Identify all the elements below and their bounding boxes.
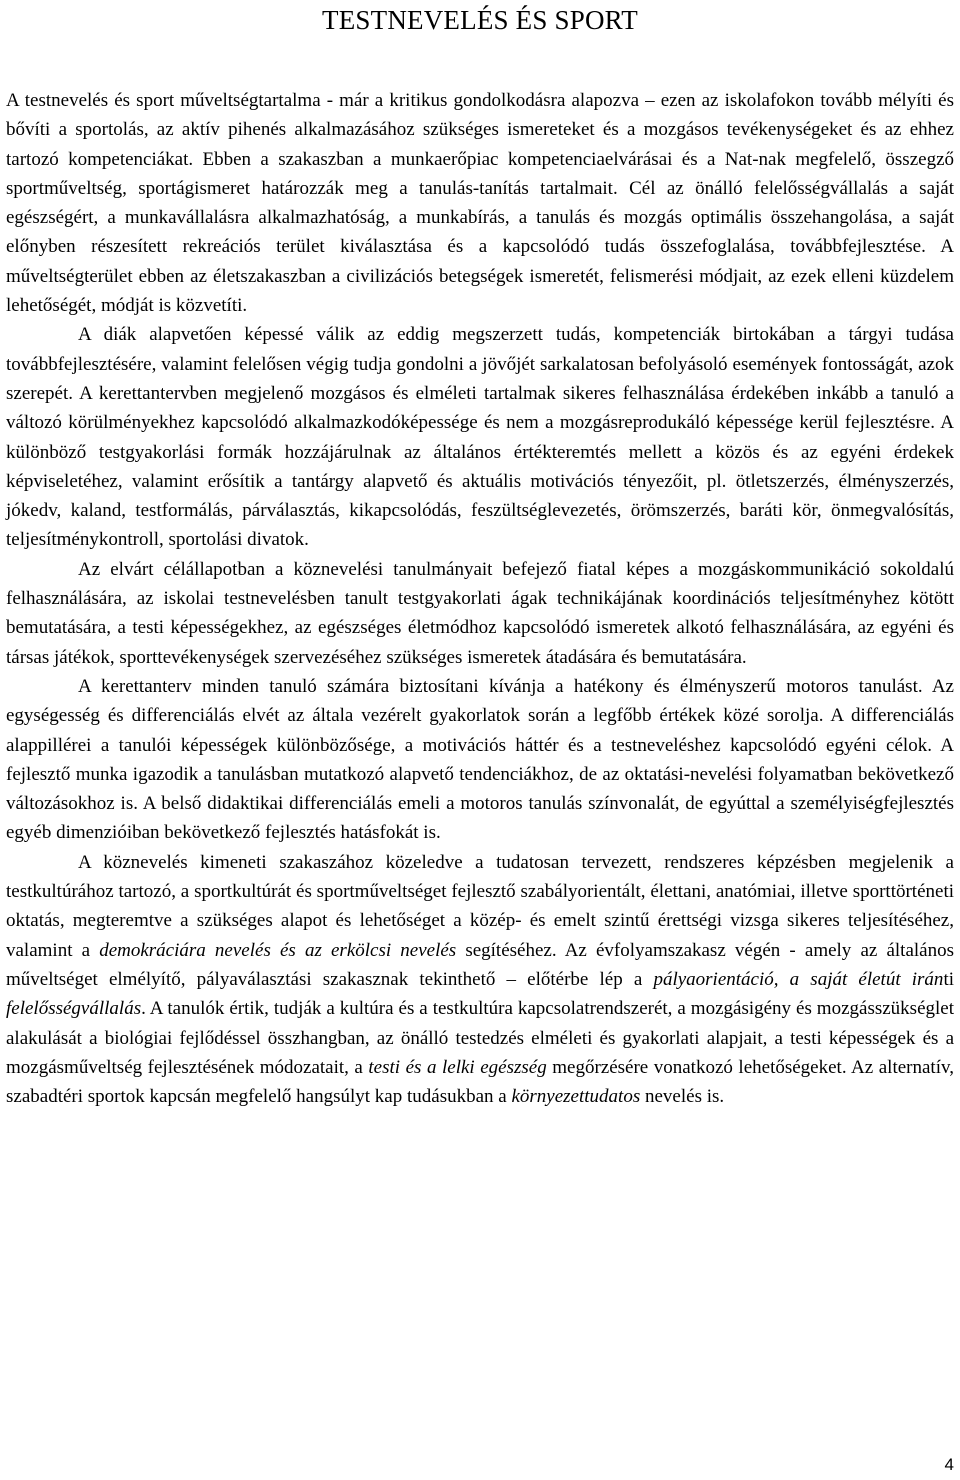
page-number: 4 xyxy=(944,1455,954,1474)
italic-text-run: pályaorientáció, a saját életút irán xyxy=(653,968,944,990)
text-run: A testnevelés és sport műveltségtartalma - már a kritikus gondolkodásra alapozva – ezen az iskolafokon tovább mélyíti és bővíti a sportolás, az aktív pihenés alkalmazásához szükséges ismereteket és a mozgásos tevékenységeket és az ehhez tartozó kompetenciákat. Ebben a szakaszban a munkaerőpiac kompetenciaelvárásai és a Nat-nak megfelelő, összegző sportműveltség, sportágismeret határozzák meg a tanulás-tanítás tartalmait. Cél az önálló felelősségvállalás a saját egészségért, a munkavállalásra alkalmazhatóság, a munkabírás, a tanulás és mozgás optimális összehangolása, a saját előnyben részesített rekreációs terület kiválasztása és a kapcsolódó tudás összefoglalása, továbbfejlesztése. A műveltségterület ebben az életszakaszban a civilizációs betegségek ismeretét, felismerési módjait, az ezek elleni küzdelem lehetőségét, módját is közvetíti. xyxy=(6,90,954,317)
text-run: A köznevelés kimeneti szakaszához közeledve a tudatosan tervezett, rendszeres képzésben megjelenik a testkultúrához tartozó, a sportkultúrát és sportműveltséget fejlesztő szabályorientált, élettani, anatómiai, illetve sporttörténeti oktatás, megteremtve a szükséges alapot és lehetőséget a közép- és emelt szintű érettségi vizsga sikeres teljesítéséhez, valamint a xyxy=(6,851,954,961)
text-run: ti xyxy=(943,968,954,990)
text-run: nevelés is. xyxy=(640,1086,725,1108)
body-paragraph xyxy=(6,555,954,672)
body-paragraph xyxy=(6,320,954,554)
body-paragraph xyxy=(6,86,954,320)
text-run: segítéséhez. Az évfolyamszakasz végén - amely az általános műveltséget elmélyítő, pályaválasztási szakasznak tekinthető – előtérbe lép a xyxy=(6,939,954,990)
italic-text-run: felelősségvállalás xyxy=(6,998,142,1020)
italic-text-run: testi és a lelki egészség xyxy=(368,1056,547,1078)
text-run: A diák alapvetően képessé válik az eddig megszerzett tudás, kompetenciák birtokában a tárgyi tudása továbbfejlesztésére, valamint felelősen végig tudja gondolni a jövőjét sarkalatosan befolyásoló események fontosságát, azok szerepét. A kerettantervben megjelenő mozgásos és elméleti tartalmak sikeres felhasználása érdekében inkább a tanuló a változó körülményekhez kapcsolódó alkalmazkodóképessége és nem a mozgásreprodukáló képessége kerül fejlesztésre. A különböző testgyakorlási formák hozzájárulnak az általános értékteremtés mellett a közös és az egyéni érdekek képviseletéhez, valamint erősítik a tantárgy alapvető és aktuális motivációs tényezőit, pl. ötletszerzés, élményszerzés, jókedv, kaland, testformálás, párválasztás, kikapcsolódás, feszültséglevezetés, örömszerzés, baráti kör, önmegvalósítás, teljesítménykontroll, sportolási divatok. xyxy=(6,324,954,551)
text-run: A kerettanterv minden tanuló számára biztosítani kívánja a hatékony és élményszerű motoros tanulást. Az egységesség és differenciálás elvét az általa vezérelt gyakorlatok során a legfőbb értékek közé sorolja. A differenciálás alappillérei a tanulói képességek különbözősége, a motivációs háttér és a testneveléshez kapcsolódó egyéni célok. A fejlesztő munka igazodik a tanulásban mutatkozó alapvető tendenciákhoz, de az oktatási-nevelési folyamatban bekövetkező változásokhoz is. A belső didaktikai differenciálás emeli a motoros tanulás színvonalát, de egyúttal a személyiségfejlesztés egyéb dimenzióiban bekövetkező fejlesztés hatásfokát is. xyxy=(6,675,954,844)
text-run: megőrzésére vonatkozó lehetőségeket. Az alternatív, szabadtéri sportok kapcsán megfelelő hangsúlyt kap tudásukban a xyxy=(6,1056,954,1108)
text-run: . A tanulók értik, tudják a kultúra és a testkultúra kapcsolatrendszerét, a mozgásigény és mozgásszükséglet alakulását a biológiai fejlődéssel összhangban, az önálló testedzés elméleti és gyakorlati alapjait, a testi képességek és a mozgásműveltség fejlesztésének módozatait, a xyxy=(6,998,954,1078)
document-page xyxy=(6,0,954,1111)
page-title: TESTNEVELÉS ÉS SPORT xyxy=(322,5,638,35)
document-body xyxy=(6,86,954,1111)
italic-text-run: demokráciára nevelés és az erkölcsi nevelés xyxy=(99,939,457,961)
text-run: Az elvárt célállapotban a köznevelési tanulmányait befejező fiatal képes a mozgáskommunikáció sokoldalú felhasználására, az iskolai testnevelésben tanult testgyakorlati ágak technikájának koordinációs teljesítményhez kötött bemutatására, a testi képességekhez, az egészséges életmódhoz kapcsolódó ismeretek alkotó felhasználására, az egyéni és társas játékok, sporttevékenységek szervezéséhez szükséges ismeretek átadására és bemutatására. xyxy=(6,558,954,668)
italic-text-run: környezettudatos xyxy=(511,1086,641,1108)
body-paragraph xyxy=(6,672,954,848)
body-paragraph xyxy=(6,848,954,1112)
